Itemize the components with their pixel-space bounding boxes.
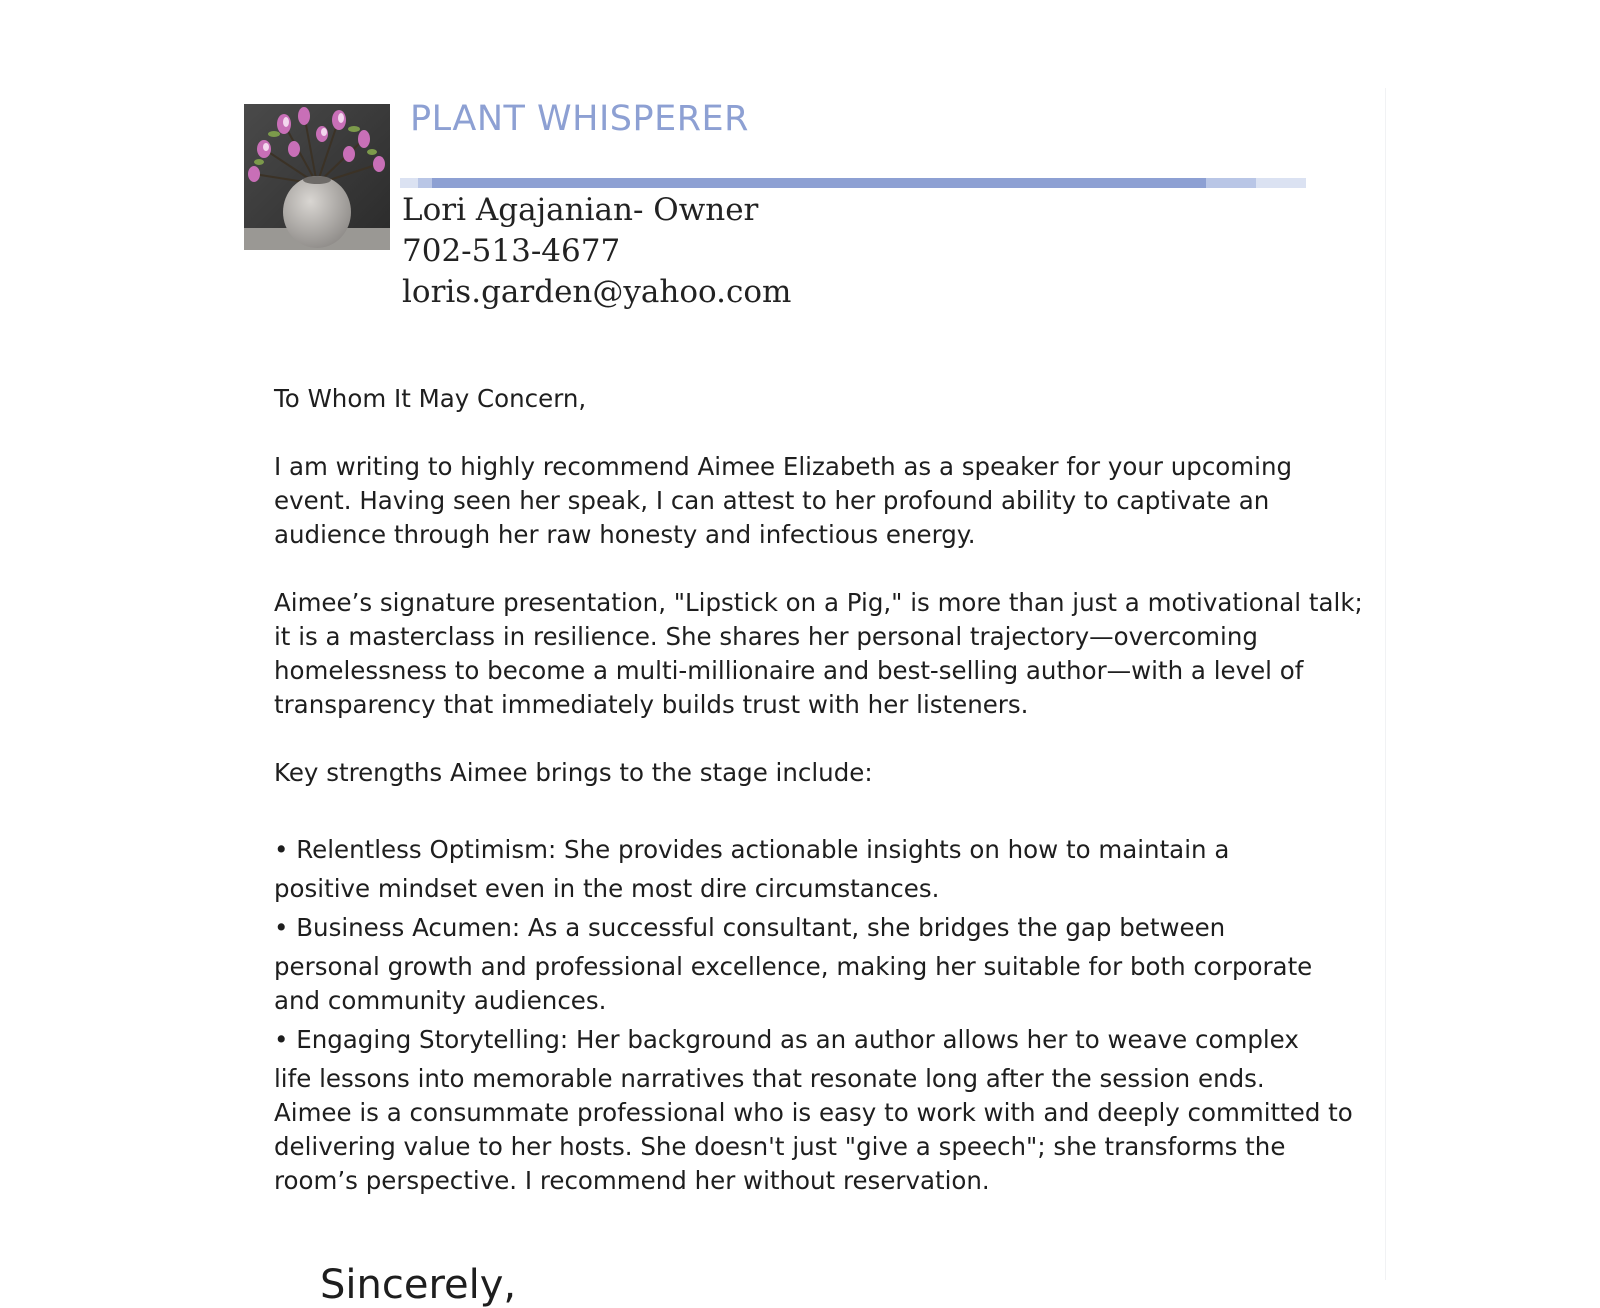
bullet-first-line: • Engaging Storytelling: Her background as an author allows her to weave complex — [274, 1025, 1299, 1054]
company-name: PLANT WHISPERER — [410, 99, 749, 139]
email-address: loris.garden@yahoo.com — [402, 274, 792, 310]
strengths-intro: Key strengths Aimee brings to the stage include: — [274, 758, 873, 787]
phone-number: 702-513-4677 — [402, 233, 621, 269]
header-rule — [400, 178, 1306, 188]
contact-block — [402, 190, 791, 313]
bullet-item-acumen — [274, 906, 1364, 950]
paragraph-1: I am writing to highly recommend Aimee Elizabeth as a speaker for your upcoming event. Having seen her speak, I can attest to her profound ability to captivate an audience through her raw honesty and infectious energy. — [274, 452, 1293, 549]
bullet-item-optimism — [274, 828, 1364, 872]
salutation: To Whom It May Concern, — [274, 384, 587, 413]
page-edge-divider — [1385, 88, 1386, 1280]
bullet-first-line: • Business Acumen: As a successful consultant, she bridges the gap between — [274, 913, 1226, 942]
bullet-first-line: • Relentless Optimism: She provides actionable insights on how to maintain a — [274, 835, 1230, 864]
closing-paragraph: Aimee is a consummate professional who is easy to work with and deeply committed to delivering value to her hosts. She doesn't just "give a speech"; she transforms the room’s perspective. I recommend her without reservation. — [274, 1098, 1353, 1195]
bullet-continuation: personal growth and professional excellence, making her suitable for both corporate and community audiences. — [274, 952, 1313, 1015]
signoff: Sincerely, — [320, 1262, 517, 1308]
magnolia-vase-photo — [244, 104, 390, 250]
paragraph-2: Aimee’s signature presentation, "Lipstick on a Pig," is more than just a motivational talk; it is a masterclass in resilience. She shares her personal trajectory—overcoming homelessness to become a multi-millionaire and best-selling author—with a level of transparency that immediately builds trust with her listeners. — [274, 588, 1363, 719]
bullet-continuation: life lessons into memorable narratives that resonate long after the session ends. — [274, 1064, 1265, 1093]
bullet-item-storytelling — [274, 1018, 1364, 1062]
bullet-continuation: positive mindset even in the most dire circumstances. — [274, 874, 940, 903]
owner-name: Lori Agajanian- Owner — [402, 192, 759, 228]
letter-body — [274, 382, 1364, 1198]
